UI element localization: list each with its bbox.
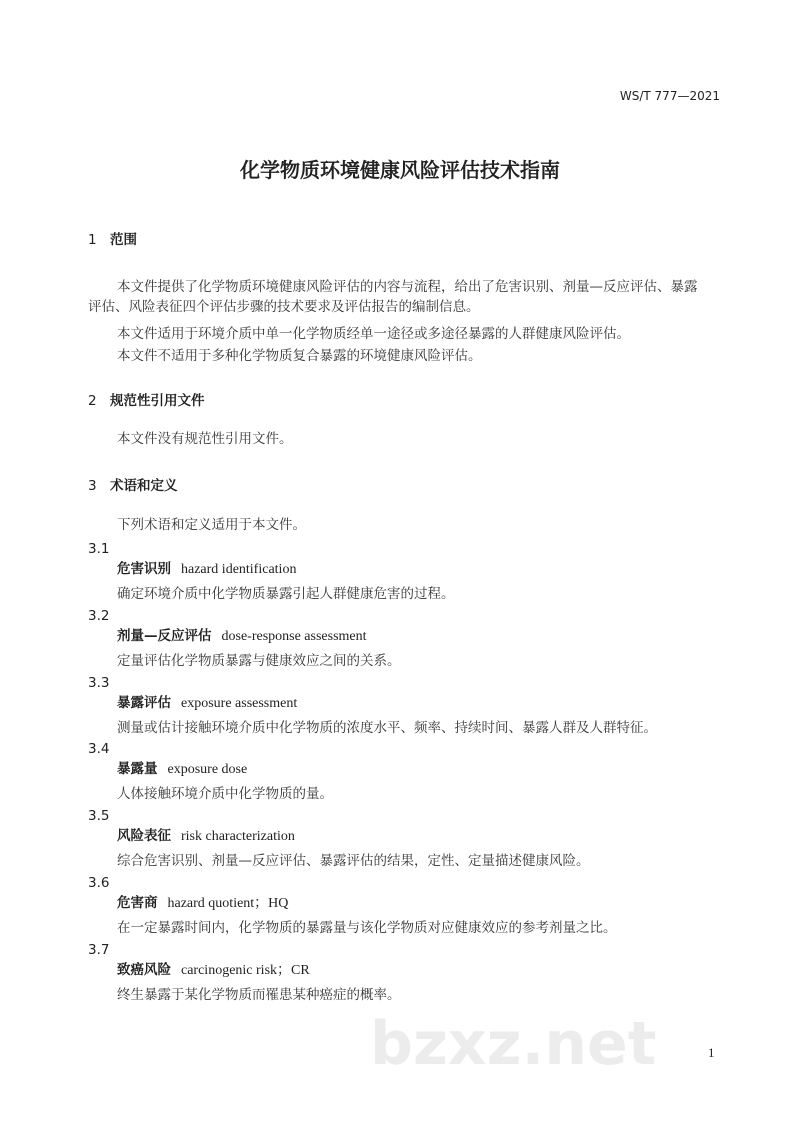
document-title: 化学物质环境健康风险评估技术指南 (240, 158, 560, 182)
term-chinese: 风险表征 (117, 828, 171, 844)
term-definition: 终生暴露于某化学物质而罹患某种癌症的概率。 (117, 987, 401, 1003)
term-english: risk characterization (181, 829, 295, 844)
page-number: 1 (708, 1045, 715, 1060)
term-english: carcinogenic risk；CR (181, 963, 310, 978)
paragraph-line: 下列术语和定义适用于本文件。 (117, 517, 306, 533)
term-definition: 确定环境介质中化学物质暴露引起人群健康危害的过程。 (117, 586, 455, 602)
term-english: hazard quotient；HQ (167, 896, 289, 911)
term-english: dose-response assessment (221, 629, 367, 644)
term-definition: 人体接触环境介质中化学物质的量。 (117, 786, 333, 802)
clause-number: 3.5 (88, 808, 110, 824)
term-chinese: 暴露量 (117, 761, 158, 777)
clause-number: 3.3 (88, 675, 110, 691)
term-entry (117, 964, 310, 978)
term-entry (117, 563, 296, 577)
term-definition: 定量评估化学物质暴露与健康效应之间的关系。 (117, 653, 401, 669)
term-english: exposure assessment (181, 696, 298, 711)
term-entry (117, 897, 288, 911)
term-chinese: 危害识别 (117, 561, 171, 577)
term-definition: 测量或估计接触环境介质中化学物质的浓度水平、频率、持续时间、暴露人群及人群特征。 (117, 720, 657, 736)
clause-number: 3.6 (88, 875, 110, 891)
paragraph-line: 本文件不适用于多种化学物质复合暴露的环境健康风险评估。 (117, 348, 482, 364)
term-entry (117, 830, 295, 844)
section-heading-2: 2 规范性引用文件 (88, 393, 205, 409)
paragraph-line: 本文件提供了化学物质环境健康风险评估的内容与流程，给出了危害识别、剂量—反应评估、暴露 (117, 279, 698, 295)
clause-number: 3.2 (88, 608, 110, 624)
paragraph-line: 评估、风险表征四个评估步骤的技术要求及评估报告的编制信息。 (88, 299, 480, 315)
term-definition: 在一定暴露时间内，化学物质的暴露量与该化学物质对应健康效应的参考剂量之比。 (117, 920, 617, 936)
paragraph-line: 本文件适用于环境介质中单一化学物质经单一途径或多途径暴露的人群健康风险评估。 (117, 326, 630, 342)
term-english: hazard identification (181, 562, 297, 577)
term-entry (117, 763, 247, 777)
term-english: exposure dose (167, 762, 248, 777)
term-chinese: 暴露评估 (117, 695, 171, 711)
paragraph-line: 本文件没有规范性引用文件。 (117, 431, 293, 447)
term-chinese: 危害商 (117, 895, 158, 911)
section-heading-1: 1 范围 (88, 232, 137, 248)
section-heading-3: 3 术语和定义 (88, 478, 178, 494)
term-entry (117, 630, 367, 644)
watermark: bzxz.net (370, 1009, 657, 1079)
term-chinese: 剂量—反应评估 (117, 628, 212, 644)
term-definition: 综合危害识别、剂量—反应评估、暴露评估的结果，定性、定量描述健康风险。 (117, 853, 590, 869)
clause-number: 3.1 (88, 541, 110, 557)
clause-number: 3.4 (88, 741, 110, 757)
clause-number: 3.7 (88, 942, 110, 958)
standard-code: WS/T 777—2021 (619, 89, 720, 103)
term-chinese: 致癌风险 (117, 962, 171, 978)
term-entry (117, 697, 297, 711)
